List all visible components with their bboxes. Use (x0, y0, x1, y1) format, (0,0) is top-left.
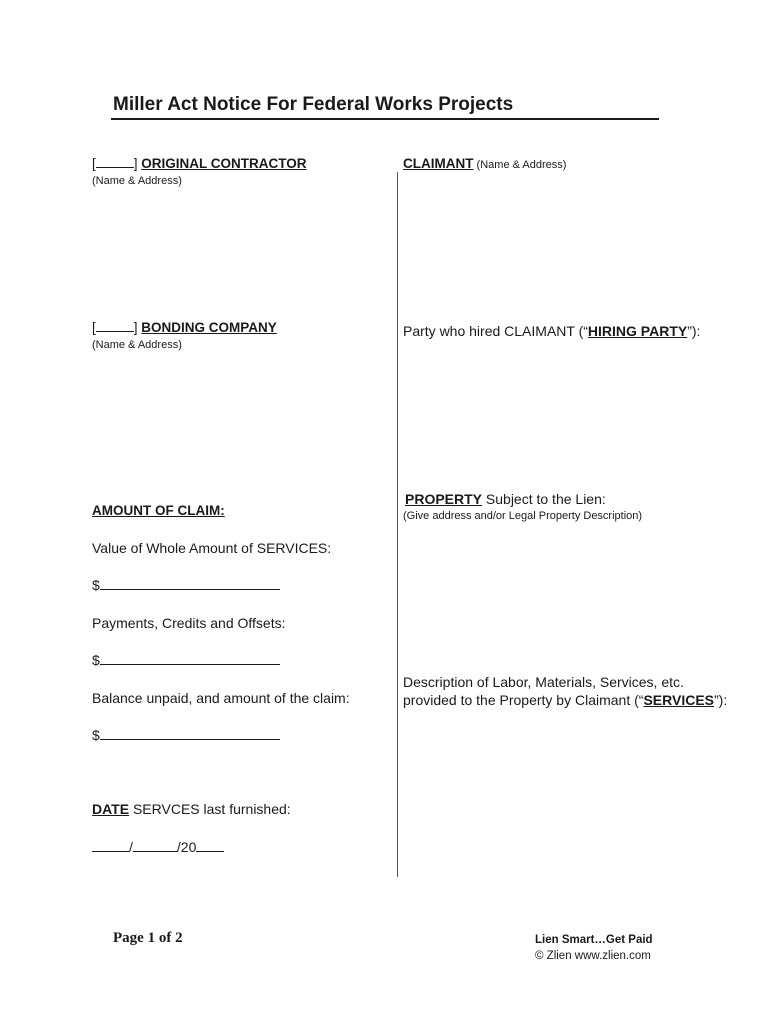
claimant-label: CLAIMANT (403, 156, 474, 171)
bonding-company-checkbox-line[interactable] (96, 320, 134, 332)
services-label: SERVICES (643, 692, 714, 708)
bonding-company-sub: (Name & Address) (92, 339, 182, 351)
bonding-company-label: BONDING COMPANY (141, 320, 277, 335)
claimant-heading (403, 156, 566, 171)
payments-field[interactable]: $ (92, 652, 280, 668)
page-number: Page 1 of 2 (113, 930, 183, 946)
original-contractor-label: ORIGINAL CONTRACTOR (141, 156, 307, 171)
services-heading: provided to the Property by Claimant (“SERVICES”): (403, 692, 728, 708)
whole-amount-label: Value of Whole Amount of SERVICES: (92, 540, 332, 556)
column-divider (397, 172, 398, 877)
document-title: Miller Act Notice For Federal Works Projects (113, 94, 514, 115)
whole-amount-field[interactable]: $ (92, 577, 280, 593)
hiring-party-heading: Party who hired CLAIMANT (“HIRING PARTY”): (403, 323, 701, 339)
original-contractor-sub: (Name & Address) (92, 175, 182, 187)
balance-line[interactable] (100, 727, 280, 740)
property-heading: PROPERTY Subject to the Lien: (405, 491, 606, 507)
date-month-line[interactable] (92, 839, 129, 852)
title-underline (111, 118, 659, 120)
payments-label: Payments, Credits and Offsets: (92, 615, 286, 631)
footer-tagline: Lien Smart…Get Paid (535, 934, 653, 946)
property-sub: (Give address and/or Legal Property Description) (403, 510, 643, 522)
original-contractor-checkbox-line[interactable] (96, 156, 134, 168)
bonding-company-heading: [ ] BONDING COMPANY (92, 320, 277, 335)
hiring-party-label: HIRING PARTY (587, 323, 688, 339)
whole-amount-line[interactable] (100, 577, 280, 590)
date-day-line[interactable] (133, 839, 177, 852)
original-contractor-heading: [ ] ORIGINAL CONTRACTOR (92, 156, 307, 171)
balance-label: Balance unpaid, and amount of the claim: (92, 690, 350, 706)
date-label: DATE SERVCES last furnished: (92, 801, 291, 817)
date-field[interactable]: / /20 (92, 839, 224, 855)
claimant-sub: (Name & Address) (473, 159, 567, 171)
footer-copyright: © Zlien www.zlien.com (535, 950, 651, 962)
balance-field[interactable]: $ (92, 727, 280, 743)
footer-branding (535, 932, 653, 964)
property-label: PROPERTY (405, 491, 483, 507)
amount-of-claim-heading: AMOUNT OF CLAIM: (92, 503, 225, 518)
services-line1: Description of Labor, Materials, Services, etc. (403, 674, 684, 690)
date-year-line[interactable] (196, 839, 224, 852)
payments-line[interactable] (100, 652, 280, 665)
